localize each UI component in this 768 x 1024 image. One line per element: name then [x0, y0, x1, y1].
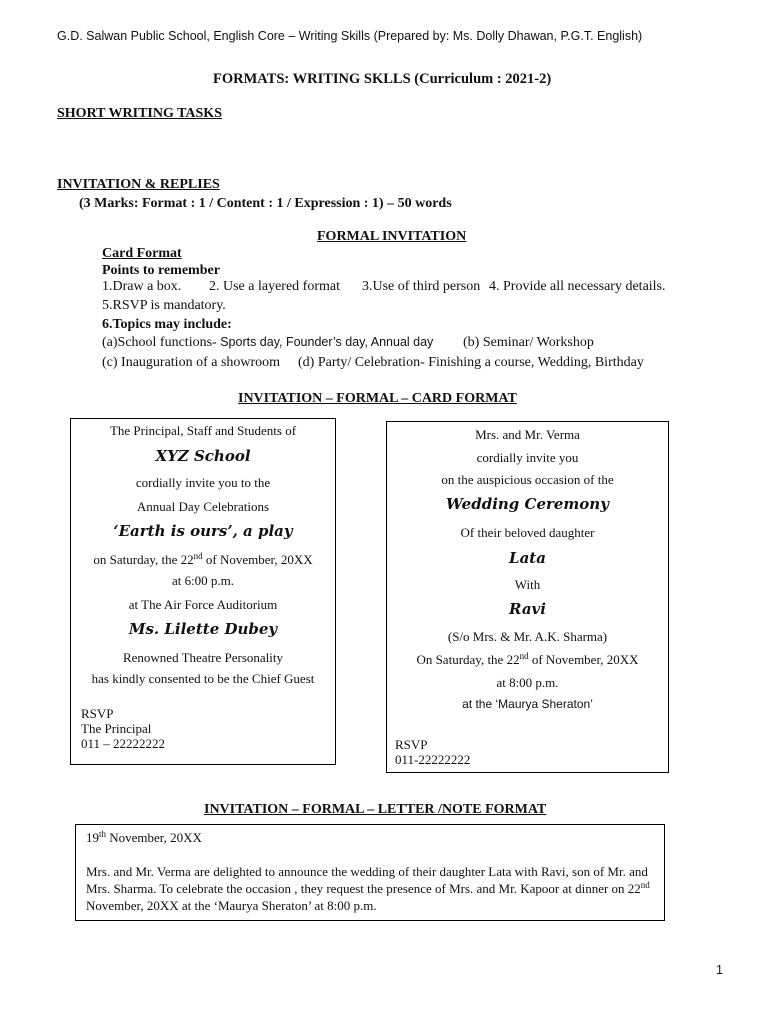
note-body-sup: nd — [640, 880, 650, 890]
card1-guest-desc: Renowned Theatre Personality — [122, 650, 284, 665]
card2-rsvp-phone: 011-22222222 — [395, 752, 471, 767]
card1-chief-guest: Ms. Lilette Dubey — [128, 620, 278, 638]
topics-heading: 6.Topics may include: — [102, 317, 232, 332]
page-number: 1 — [716, 963, 723, 977]
topic-a-rest: Sports day, Founder’s day, Annual day — [220, 335, 434, 349]
card2-date-pre: On Saturday, the 22 — [416, 652, 520, 667]
card2-line-5: Of their beloved daughter — [460, 525, 595, 540]
card1-play-name: ‘Earth is ours’, a play — [113, 522, 293, 540]
card2-date-post: of November, 20XX — [528, 652, 639, 667]
card1-date-post: of November, 20XX — [202, 552, 313, 567]
card2-rsvp: RSVP — [395, 737, 428, 752]
note-date-sup: th — [99, 829, 107, 839]
card1-school-name: XYZ School — [155, 447, 251, 465]
card1-consent: has kindly consented to be the Chief Guest — [91, 671, 315, 686]
card2-venue: at the ‘Maurya Sheraton’ — [462, 697, 593, 711]
card2-time: at 8:00 p.m. — [496, 675, 559, 690]
short-writing-heading: SHORT WRITING TASKS — [57, 106, 222, 121]
card1-date — [71, 552, 335, 568]
card2-line-3: on the auspicious occasion of the — [441, 472, 614, 487]
note-date-pre: 19 — [86, 830, 99, 845]
card1-rsvp-name: The Principal — [81, 721, 152, 736]
card1-line-1: The Principal, Staff and Students of — [109, 423, 297, 438]
card2-line-1: Mrs. and Mr. Verma — [475, 427, 580, 442]
point-5: 5.RSVP is mandatory. — [102, 298, 226, 313]
note-date-post: November, 20XX — [106, 830, 202, 845]
marks-line: (3 Marks: Format : 1 / Content : 1 / Expression : 1) – 50 words — [79, 196, 452, 211]
point-3: 3.Use of third person — [362, 279, 481, 294]
note-body-main: Mrs. and Mr. Verma are delighted to announce the wedding of their daughter Lata with Ravi, son of Mr. and Mrs. Sharma. To celebrate the occasion , they request the presence of Mrs. and Mr. Kapoor at dinner on 22 — [86, 864, 648, 896]
card1-date-pre: on Saturday, the 22 — [93, 552, 194, 567]
note-body-end: November, 20XX at the ‘Maurya Sheraton’ at 8:00 p.m. — [86, 898, 377, 913]
card2-parents: (S/o Mrs. & Mr. A.K. Sharma) — [447, 629, 608, 644]
note-date — [86, 830, 202, 846]
invitation-card-school — [70, 418, 336, 765]
card2-with: With — [514, 577, 541, 592]
card2-date-sup: nd — [519, 651, 529, 661]
card2-date — [387, 652, 668, 668]
note-body — [86, 863, 656, 914]
topic-a — [102, 335, 433, 351]
card1-line-4: Annual Day Celebrations — [136, 499, 270, 514]
document-header: G.D. Salwan Public School, English Core – Writing Skills (Prepared by: Ms. Dolly Dhawan, P.G.T. English) — [57, 29, 643, 43]
point-4: 4. Provide all necessary details. — [489, 279, 666, 294]
card1-rsvp-phone: 011 – 22222222 — [81, 736, 166, 751]
invitation-card-wedding — [386, 421, 669, 773]
point-1: 1.Draw a box. — [102, 279, 182, 294]
page-title: FORMATS: WRITING SKLLS (Curriculum : 2021-2) — [213, 71, 552, 87]
card1-rsvp: RSVP — [81, 706, 114, 721]
topic-c: (c) Inauguration of a showroom — [102, 355, 281, 370]
topic-d: (d) Party/ Celebration- Finishing a course, Wedding, Birthday — [298, 355, 644, 370]
card2-groom-name: Ravi — [509, 600, 546, 618]
card1-line-3: cordially invite you to the — [135, 475, 271, 490]
card-format-label: Card Format — [102, 246, 182, 261]
card1-date-sup: nd — [193, 551, 203, 561]
card2-bride-name: Lata — [509, 549, 546, 567]
points-heading: Points to remember — [102, 263, 220, 278]
point-2: 2. Use a layered format — [209, 279, 340, 294]
card1-time: at 6:00 p.m. — [171, 573, 235, 588]
topic-b: (b) Seminar/ Workshop — [463, 335, 594, 350]
section-heading: INVITATION & REPLIES — [57, 177, 220, 192]
formal-invitation-heading: FORMAL INVITATION — [317, 229, 467, 244]
topic-a-prefix: (a)School functions- — [102, 335, 221, 350]
card1-venue: at The Air Force Auditorium — [128, 597, 278, 612]
card2-line-2: cordially invite you — [476, 450, 579, 465]
letter-section-heading: INVITATION – FORMAL – LETTER /NOTE FORMAT — [204, 802, 547, 817]
card-section-heading: INVITATION – FORMAL – CARD FORMAT — [238, 391, 517, 406]
invitation-note-box — [75, 824, 665, 921]
card2-event-name: Wedding Ceremony — [446, 495, 609, 513]
